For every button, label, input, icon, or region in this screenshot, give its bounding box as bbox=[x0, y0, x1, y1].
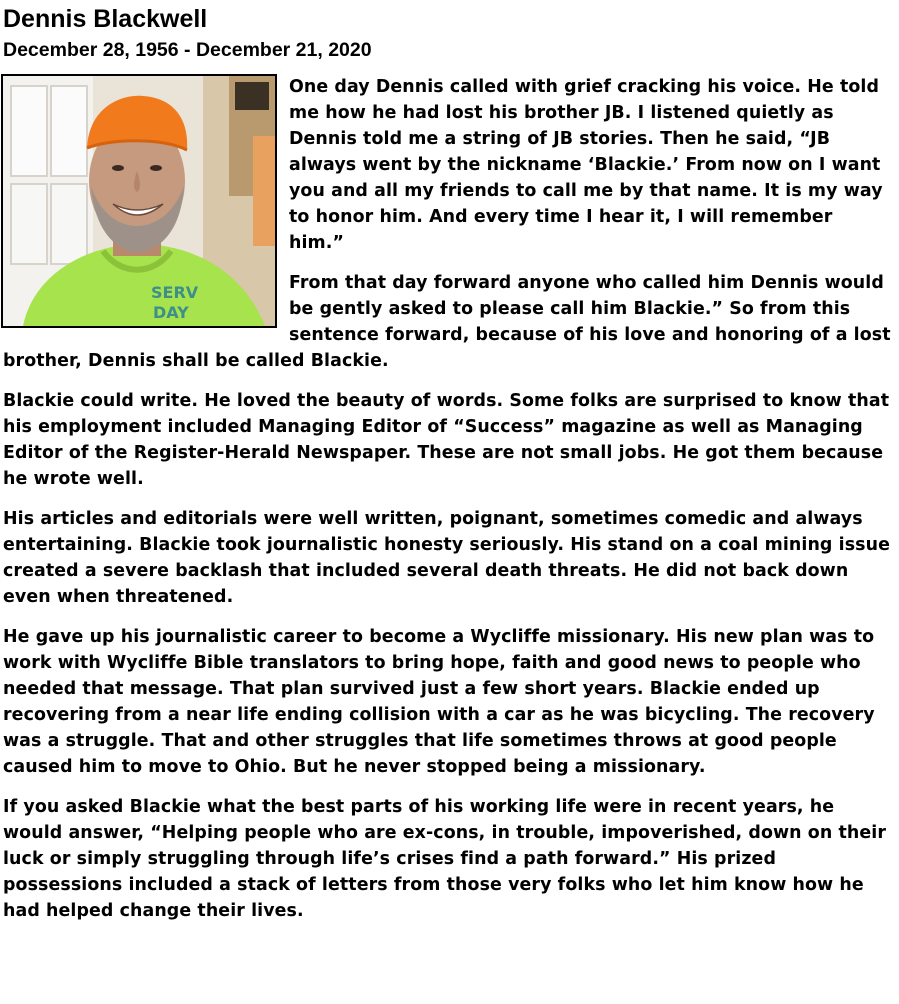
paragraph-2: From that day forward anyone who called him Dennis would be gently asked to please call him Blackie.” So from this sentence forward, because of his love and honoring of a lost brother, Dennis shall be called Blackie. bbox=[3, 273, 891, 371]
paragraph-5: He gave up his journalistic career to become a Wycliffe missionary. His new plan was to work with Wycliffe Bible translators to bring hope, faith and good news to people who needed that message. That plan survived just a few short years. Blackie ended up recovering from a near life ending collision with a car as he was bicycling. The recovery was a struggle. That and other struggles that life sometimes throws at good people caused him to move to Ohio. But he never stopped being a missionary. bbox=[3, 627, 875, 777]
obituary-document bbox=[3, 4, 891, 938]
shirt-text-line2: DAY bbox=[153, 303, 189, 322]
paragraph-6: If you asked Blackie what the best parts of his working life were in recent years, he would answer, “Helping people who are ex-cons, in trouble, impoverished, down on their luck or simply struggling through life’s crises find a path forward.” His prized possessions included a stack of letters from those very folks who let him know how he had helped change their lives. bbox=[3, 797, 887, 921]
paragraph-3: Blackie could write. He loved the beauty of words. Some folks are surprised to know that his employment included Managing Editor of “Success” magazine as well as Managing Editor of the Register-Herald Newspaper. These are not small jobs. He got them because he wrote well. bbox=[3, 391, 890, 489]
shirt-text-line1: SERV bbox=[151, 283, 199, 302]
portrait-image bbox=[3, 76, 275, 326]
person-name: Dennis Blackwell bbox=[3, 5, 208, 33]
portrait-photo bbox=[1, 74, 277, 328]
paragraph-4: His articles and editorials were well written, poignant, sometimes comedic and always entertaining. Blackie took journalistic honesty seriously. His stand on a coal mining issue created a severe backlash that included several death threats. He did not back down even when threatened. bbox=[3, 509, 890, 607]
life-dates: December 28, 1956 - December 21, 2020 bbox=[3, 39, 372, 61]
paragraph-1: One day Dennis called with grief cracking his voice. He told me how he had lost his brother JB. I listened quietly as Dennis told me a string of JB stories. Then he said, “JB always went by the nickname ‘Blackie.’ From now on I want you and all my friends to call me by that name. It is my way to honor him. And every time I hear it, I will remember him.” bbox=[289, 77, 883, 253]
